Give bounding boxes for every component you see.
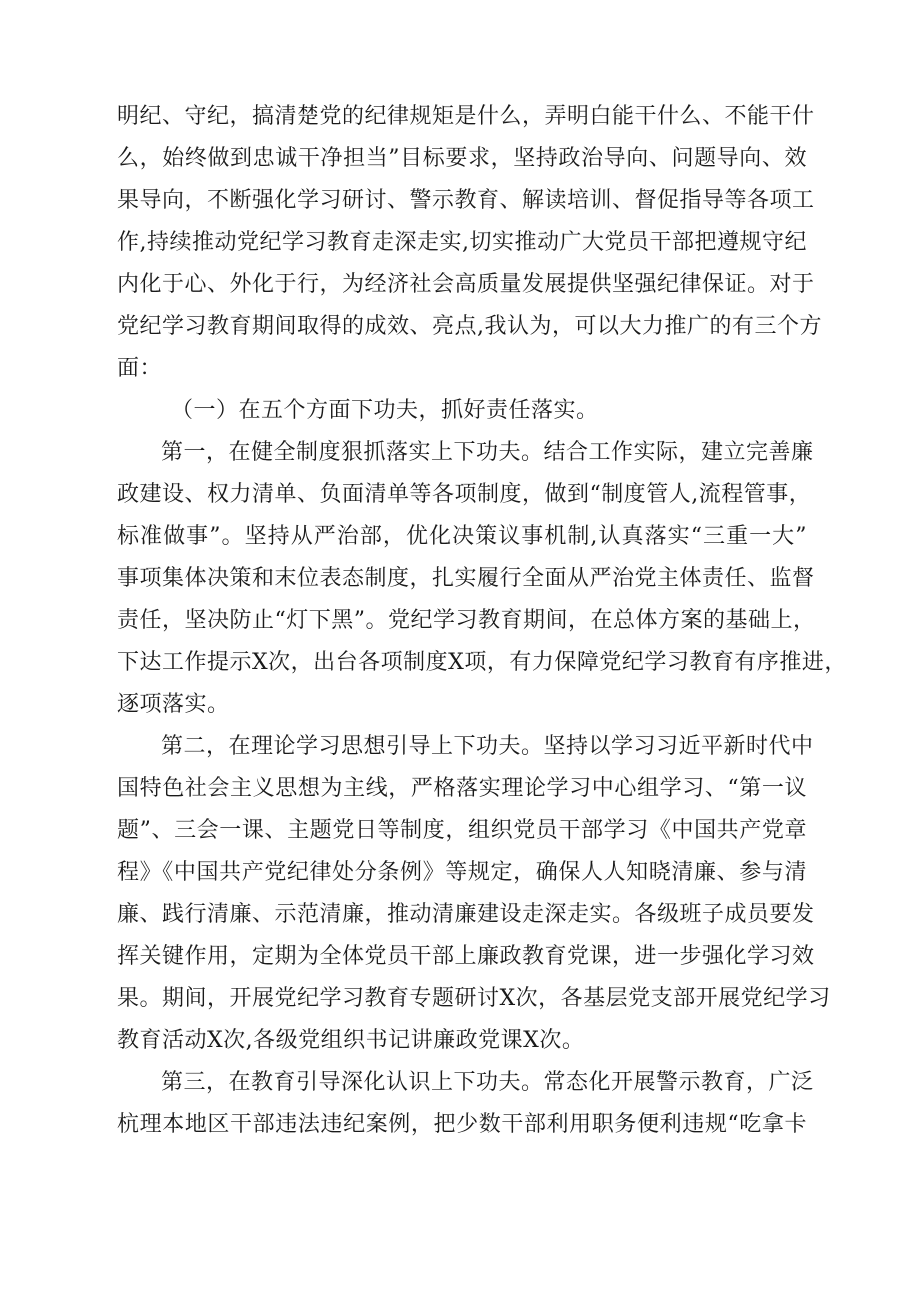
text-line: 责任，坚决防止“灯下黑”。党纪学习教育期间，在总体方案的基础上， (117, 608, 816, 633)
paragraph-intro (117, 96, 822, 390)
text-line: 事项集体决策和末位表态制度，扎实履行全面从严治党主体责任、监督 (117, 566, 815, 591)
text-line: 果。期间，开展党纪学习教育专题研讨X次，各基层党支部开展党纪学习 (117, 986, 831, 1011)
paragraph-first (117, 432, 847, 726)
text-line: 国特色社会主义思想为主线，严格落实理论学习中心组学习、“第一议 (117, 776, 807, 801)
text-line: 么，始终做到忠诚干净担当”目标要求，坚持政治导向、问题导向、效 (117, 146, 807, 171)
text-line: 逐项落实。 (117, 692, 230, 717)
text-line: 第三，在教育引导深化认识上下功夫。常态化开展警示教育，广泛 (161, 1070, 814, 1095)
text-line: 题”、三会一课、主题党日等制度，组织党员干部学习《中国共产党章 (117, 818, 807, 843)
text-line: 挥关键作用，定期为全体党员干部上廉政教育党课，进一步强化学习效 (117, 944, 815, 969)
text-line: 廉、践行清廉、示范清廉，推动清廉建设走深走实。各级班子成员要发 (117, 902, 815, 927)
text-line: 明纪、守纪，搞清楚党的纪律规矩是什么，弄明白能干什么、不能干什 (117, 104, 815, 129)
section-heading-text: （一）在五个方面下功夫，抓好责任落实。 (171, 398, 599, 423)
paragraph-second (117, 726, 831, 1062)
text-line: 杭理本地区干部违法违纪案例，把少数干部利用职务便利违规“吃拿卡 (117, 1112, 807, 1137)
text-line: 政建设、权力清单、负面清单等各项制度，做到“制度管人,流程管事， (117, 482, 812, 507)
paragraph-third (117, 1062, 814, 1146)
section-heading (117, 390, 807, 432)
text-line: 第二，在理论学习思想引导上下功夫。坚持以学习习近平新时代中 (161, 734, 814, 759)
text-line: 程》《中国共产党纪律处分条例》等规定，确保人人知晓清廉、参与清 (117, 860, 807, 885)
text-line: 党纪学习教育期间取得的成效、亮点,我认为，可以大力推广的有三个方 (117, 314, 822, 339)
text-line: 标准做事”。坚持从严治部，优化决策议事机制,认真落实“三重一大” (117, 524, 807, 549)
text-line: 下达工作提示X次，出台各项制度X项，有力保障党纪学习教育有序推进， (117, 650, 847, 675)
document-body (117, 96, 847, 1146)
text-line: 作,持续推动党纪学习教育走深走实,切实推动广大党员干部把遵规守纪 (117, 230, 807, 255)
text-line: 第一，在健全制度狠抓落实上下功夫。结合工作实际，建立完善廉 (161, 440, 814, 465)
text-line: 教育活动X次,各级党组织书记讲廉政党课X次。 (117, 1028, 585, 1053)
text-line: 面： (117, 356, 163, 381)
text-line: 果导向，不断强化学习研讨、警示教育、解读培训、督促指导等各项工 (117, 188, 815, 213)
text-line: 内化于心、外化于行，为经济社会高质量发展提供坚强纪律保证。对于 (117, 272, 815, 297)
